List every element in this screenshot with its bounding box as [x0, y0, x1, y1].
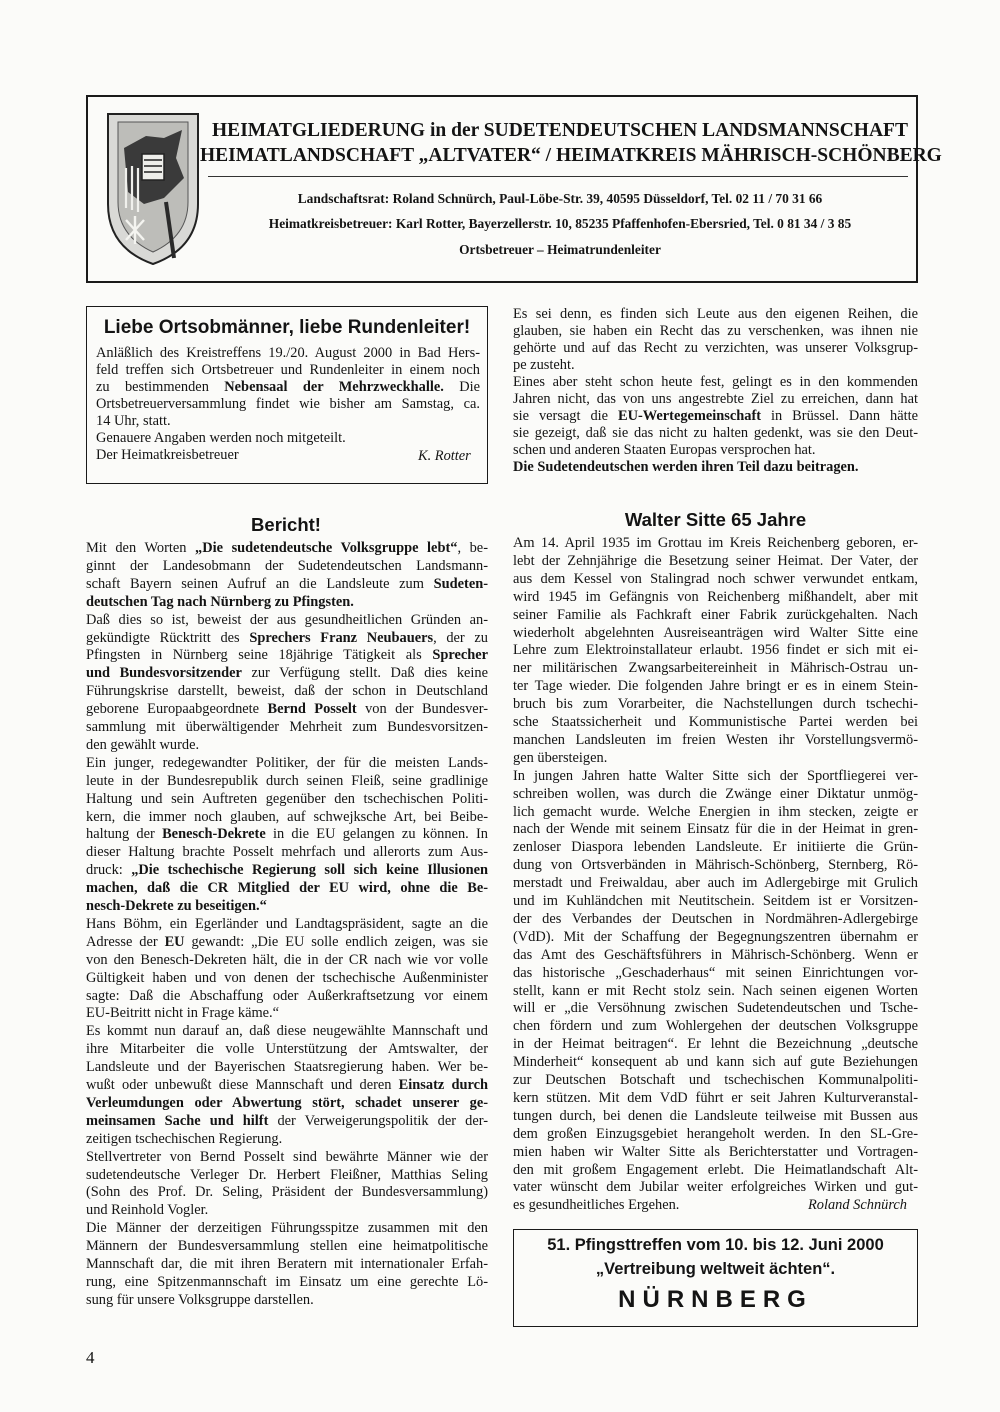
bericht-line: ginnt der Landesobmann der Sudetendeutschen Landsmann-	[86, 557, 488, 574]
sitte-line: in der Heimat beitragen“. Er lehnt die Bezeichnung „deutsche	[513, 1036, 918, 1053]
bericht-line: Gültigkeit haben und von denen der tschechische Außenminister	[86, 969, 488, 986]
sitte-line: sche Staatssicherheit und Kommunistische Partei werden bei	[513, 714, 918, 730]
bericht-line: sammlung mit überwältigender Mehrheit zum Bundesvorsitzen-	[86, 719, 488, 735]
sitte-title: Walter Sitte 65 Jahre	[624, 509, 807, 530]
sitte-line: zenloser Diaspora lebenden Landsleute. Er initiierte die Grün-	[513, 839, 918, 856]
bericht-line: gekündigte Rücktritt des Sprechers Franz Neubauers, der zu	[86, 629, 488, 646]
bericht-line: Die Männer der derzeitigen Führungsspitze zusammen mit den	[86, 1220, 488, 1237]
bericht-line: Hans Böhm, ein Egerländer und Landtagspräsident, sagte an die	[86, 915, 488, 932]
bericht-line: und Bundesvorsitzender zur Verfügung stellt. Daß dies keine	[86, 665, 488, 682]
notice-line: feld treffen sich Ortsbetreuer und Rundenleiter in einem noch	[96, 362, 480, 378]
sitte-line: tungen durch, bei denen die Landsleute teilweise mit Bussen aus	[513, 1107, 918, 1124]
intro-line: sie versagt die EU-Wertegemeinschaft in Brüssel. Dann hätte	[513, 408, 918, 424]
sitte-line: schreiben wollen, was durch die Zwänge einer Diktatur unmög-	[513, 785, 918, 802]
sitte-line: Am 14. April 1935 im Grottau im Kreis Reichenberg geboren, er-	[513, 535, 918, 551]
intro-line: pe zusteht.	[513, 357, 575, 373]
bericht-line: von den Benesch-Dekreten hält, die in der CR nach wie vor volle	[86, 951, 488, 968]
sitte-line: das Amt des Geschäftsführers in Mährisch-Schönberg. Wenn er	[513, 946, 918, 963]
bericht-line: druck: „Die tschechische Regierung soll sich keine Illusionen	[86, 862, 488, 879]
sitte-line: dung von Ortsverbänden in Mährisch-Schönberg, Sternberg, Rö-	[513, 857, 918, 874]
bericht-line: Pfingsten in Nürnberg seine 18jährige Tätigkeit als Sprecher	[86, 647, 488, 664]
bericht-line: Verleumdungen oder Abwertung stört, schadet unserer ge-	[86, 1094, 488, 1111]
notice-line: zu bestimmenden Nebensaal der Mehrzweckhalle. Die	[96, 379, 480, 395]
sitte-line: In jungen Jahren hatte Walter Sitte sich der Sportfliegerei ver-	[513, 767, 918, 784]
page-number: 4	[86, 1348, 95, 1367]
intro-line: Die Sudetendeutschen werden ihren Teil dazu beitragen.	[513, 459, 859, 475]
bericht-line: Stellvertreter von Bernd Posselt sind bewährte Männer wie der	[86, 1148, 488, 1165]
bericht-line: sung für unsere Volksgruppe darstellen.	[86, 1291, 314, 1308]
intro-line: schen und anderen Staaten Europas versprochen hat.	[513, 442, 816, 458]
sitte-line: seiner Familie als Fachkraft einer Fabrik zurückgehalten. Nach	[513, 606, 918, 623]
sitte-line: will er „die Versöhnung zwischen Sudetendeutschen und Tsche-	[513, 1000, 918, 1017]
notice-title: Liebe Ortsobmänner, liebe Rundenleiter!	[103, 317, 471, 338]
sitte-line: der des Verbandes der Deutschen in Nordmähren-Adlergebirge	[513, 910, 918, 927]
intro-line: Eines aber steht schon heute fest, gelingt es in den kommenden	[513, 374, 918, 390]
bericht-line: geborene Europaabgeordnete Bernd Posselt von der Bundesver-	[86, 701, 488, 718]
intro-line: gehörte und auf das Recht zu verzichten, was unserer Volksgrup-	[513, 340, 918, 356]
sitte-signature: Roland Schnürch	[808, 1197, 907, 1214]
intro-line: Es sei denn, es finden sich Leute aus den eigenen Reihen, die	[513, 306, 918, 322]
bericht-line: Daß dies so ist, beweist der aus gesundheitlichen Gründen an-	[86, 611, 488, 628]
coat-of-arms-icon	[104, 108, 202, 268]
bericht-line: zeitigen tschechischen Regierung.	[86, 1130, 283, 1147]
header-title-line1: HEIMATGLIEDERUNG in der SUDETENDEUTSCHEN LANDSMANNSCHAFT	[212, 120, 908, 141]
sitte-line: nach der Wende mit seinem Einsatz für die in der Heimat in gren-	[513, 821, 918, 838]
sitte-line: lebt der Zehnjährige die Besetzung seiner Heimat. Der Vater, der	[513, 552, 918, 569]
sitte-line: und im Kuhländchen mit Neutitschein. Seitdem ist er Vorsitzen-	[513, 893, 918, 909]
sitte-line: vater wünscht dem Jubilar weiter erfolgreiches Wirken und gut-	[513, 1179, 918, 1196]
bericht-line: sudetendeutsche Verleger Dr. Herbert Fleißner, Matthias Seling	[86, 1166, 488, 1183]
sitte-line: merstadt und Freiwaldau, aber auch im Adlergebirge mit Grulich	[513, 875, 918, 892]
bericht-line: Adresse der EU gewandt: „Die EU solle endlich zeigen, was sie	[86, 933, 488, 950]
bericht-line: kern, die immer noch glauben, auf schwejksche Art, bei Beibe-	[86, 808, 488, 825]
sitte-line: (VdD). Mit der Schaffung der Begegnungszentren übernahm er	[513, 928, 918, 945]
bericht-line: wußt oder unbewußt diese Mannschaft und deren Einsatz durch	[86, 1077, 488, 1093]
bericht-line: Haltung und sein Auftreten gegenüber den tschechischen Politi-	[86, 790, 488, 807]
bericht-line: dieser Haltung brachte Posselt mehrfach und allerorts zum Aus-	[86, 844, 488, 861]
bericht-line: und Reinhold Vogler.	[86, 1202, 209, 1219]
event-ad-city: NÜRNBERG	[618, 1286, 813, 1313]
header-divider	[208, 176, 908, 177]
event-ad-box	[513, 1229, 918, 1327]
bericht-line: meinsamen Sache und hilft der Verweigerungspolitik der der-	[86, 1112, 488, 1129]
notice-line: Anläßlich des Kreistreffens 19./20. August 2000 in Bad Hers-	[96, 345, 480, 361]
header-contact-line3: Ortsbetreuer – Heimatrundenleiter	[459, 242, 661, 257]
bericht-line: Führungskrise darstellt, beweist, daß der schon in Deutschland	[86, 683, 488, 700]
intro-line: glauben, sie haben ein Recht das zu verschenken, was ihnen nie	[513, 323, 918, 339]
sitte-line: Minderheit“ konsequent ab und kann sich auf gute Beziehungen	[513, 1054, 918, 1071]
sitte-line: zur Deutschen Botschaft und tschechischen Kommunalpoliti-	[513, 1072, 918, 1088]
bericht-line: den gewählt wurde.	[86, 736, 200, 753]
bericht-line: Es kommt nun darauf an, daß diese neugewählte Mannschaft und	[86, 1023, 488, 1040]
notice-line: 14 Uhr, statt.	[96, 413, 171, 429]
notice-line: Genauere Angaben werden noch mitgeteilt.	[96, 430, 346, 446]
bericht-line: leute in der Bundesrepublik durch seinen Fleiß, seine gradlinige	[86, 772, 488, 789]
bericht-line: ihre Mitarbeiter die volle Unterstützung der Amtswalter, der	[86, 1041, 488, 1058]
event-ad-date: 51. Pfingsttreffen vom 10. bis 12. Juni 2000	[547, 1236, 884, 1254]
sitte-line: es gesundheitliches Ergehen.	[513, 1197, 680, 1214]
bericht-line: (Sohn des Prof. Dr. Seling, Präsident der Bundesversammlung)	[86, 1184, 488, 1201]
bericht-line: Mit den Worten „Die sudetendeutsche Volksgruppe lebt“, be-	[86, 540, 488, 556]
sitte-line: mien haben wir Walter Sitte als Berichterstatter und Vortragen-	[513, 1143, 918, 1160]
notice-signature: K. Rotter	[418, 448, 471, 464]
sitte-line: wiederholt abgelehnten Ausreiseanträgen wird Walter Sitte eine	[513, 624, 918, 641]
sitte-line: stellt, kann er mit Recht stolz sein. Nach seinen eigenen Worten	[513, 982, 918, 999]
bericht-line: EU-Beitritt nicht in Frage käme.“	[86, 1005, 280, 1022]
bericht-line: Ein junger, redegewandter Politiker, der für die meisten Lands-	[86, 754, 488, 771]
sitte-line: bruch bis zum Vorarbeiter, die Nachstellungen durch tschechi-	[513, 696, 918, 713]
sitte-line: ter Tage wieder. Die folgenden Jahre bringt er es in einem Stein-	[513, 678, 918, 695]
bericht-line: deutschen Tag nach Nürnberg zu Pfingsten.	[86, 593, 354, 610]
sitte-line: den mit großem Engagement erlebt. Die Heimatlandschaft Alt-	[513, 1161, 918, 1178]
bericht-line: machen, daß die CR Mitglied der EU wird, ohne die Be-	[86, 880, 488, 897]
sitte-line: aus dem Kessel von Stalingrad noch schwer verwundet entkam,	[513, 570, 918, 587]
sitte-line: dem großen Einzugsgebiet herangeholt werden. In den SL-Gre-	[513, 1125, 918, 1142]
header-contact-line1: Landschaftsrat: Roland Schnürch, Paul-Löbe-Str. 39, 40595 Düsseldorf, Tel. 02 11 / 70 31 66	[297, 191, 823, 206]
sitte-line: wird 1945 im Gefängnis von Reichenberg mißhandelt, aber mit	[513, 588, 918, 605]
sitte-line: ner militärischen Zwangsarbeitereinheit in Mährisch-Ostrau un-	[513, 660, 918, 677]
notice-line: Ortsbetreuerversammlung findet wie bisher am Samstag, ca.	[96, 396, 480, 412]
event-ad-motto: „Vertreibung weltweit ächten“.	[595, 1260, 836, 1278]
bericht-title: Bericht!	[251, 514, 321, 535]
sitte-line: kern stützen. Mit dem VdD führt er seit Jahren Kulturveranstal-	[513, 1089, 918, 1106]
sitte-line: das historische „Geschaderhaus“ mit seinen Einrichtungen vor-	[513, 964, 918, 981]
intro-line: Jahren nicht, das von uns angestrebte Ziel zu erreichen, dann hat	[513, 391, 918, 407]
sitte-line: manchen Landsleuten im freien Westen ihr Vorstellungsvermö-	[513, 731, 918, 748]
header-title-line2: HEIMATLANDSCHAFT „ALTVATER“ / HEIMATKREIS MÄHRISCH-SCHÖNBERG	[200, 145, 942, 166]
sitte-line: Lehre zum Elektroinstallateur erlaubt. 1956 findet er sich mit ei-	[513, 642, 918, 659]
header-contact-line2: Heimatkreisbetreuer: Karl Rotter, Bayerzellerstr. 10, 85235 Pfaffenhofen-Ebersried, Tel. 0 81 34 / 3 85	[268, 216, 852, 231]
notice-signature-role: Der Heimatkreisbetreuer	[96, 447, 239, 463]
sitte-line: gen übersteigen.	[513, 749, 608, 766]
bericht-line: haltung der Benesch-Dekrete in die EU gelangen zu können. In	[86, 826, 488, 843]
intro-line: sie gezeigt, daß sie das nicht zu halten gedenkt, was sie den Deut-	[513, 425, 918, 441]
bericht-line: Männern der Bundesversammlung stellen eine heimatpolitische	[86, 1238, 488, 1255]
bericht-line: sagte: Daß die Abschaffung oder Außerkraftsetzung vor einem	[86, 987, 488, 1004]
sitte-line: lich gemacht wurde. Welche Energien in ihm stecken, zeigte er	[513, 803, 918, 820]
bericht-line: rung, eine Spitzenmannschaft im Einsatz um eine gerechte Lö-	[86, 1273, 488, 1290]
sitte-line: chen fördern und zum Wohlergehen der deutschen Volksgruppe	[513, 1018, 918, 1035]
bericht-line: nesch-Dekrete zu beseitigen.“	[86, 898, 267, 914]
bericht-line: Mannschaft dar, die mit ihren Beratern mit internationaler Erfah-	[86, 1256, 488, 1272]
bericht-line: schaft Bayern seinen Aufruf an die Landsleute zum Sudeten-	[86, 575, 488, 592]
bericht-line: Landsleute und der Bayerischen Staatsregierung haben. Wer be-	[86, 1059, 488, 1076]
